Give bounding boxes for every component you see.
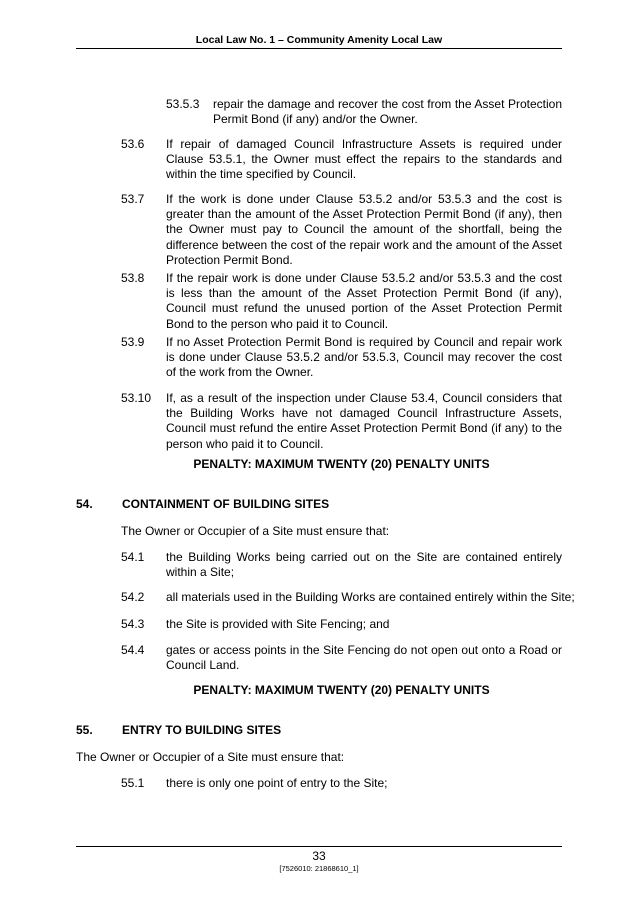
clause-55-1: [121, 776, 562, 791]
clause-number: 54.1: [121, 550, 145, 564]
document-reference: [7526010: 21868610_1]: [279, 864, 359, 873]
clause-text: all materials used in the Building Works are contained entirely within the Site;: [166, 590, 575, 604]
clause-54-2: [121, 590, 575, 605]
clause-number: 55.1: [121, 776, 145, 790]
clause-number: 54.4: [121, 643, 145, 657]
heading-number: 54.: [76, 497, 93, 511]
clause-text: If, as a result of the inspection under Clause 53.4, Council considers that the Building Works have not damaged Council Infrastructure Assets, Council must refund the entire Asset Protection Permit Bond (if any) to the person who paid it to Council.: [166, 391, 562, 451]
clause-53-9: [121, 335, 562, 381]
clause-text: If the repair work is done under Clause 53.5.2 and/or 53.5.3 and the cost is less than the amount of the Asset Protection Permit Bond (if any), Council must refund the unused portion of the Asset Protection Permit Bond to the person who paid it to Council.: [166, 271, 562, 331]
heading-number: 55.: [76, 723, 93, 737]
clause-text: the Building Works being carried out on the Site are contained entirely within a Site;: [166, 550, 562, 580]
running-header: Local Law No. 1 – Community Amenity Local Law: [195, 34, 443, 46]
clause-54-1: [121, 550, 562, 580]
clause-number: 53.7: [121, 192, 145, 206]
clause-53-10: [121, 391, 562, 452]
clause-53-6: [121, 137, 562, 183]
header-divider: [76, 48, 562, 49]
clause-text: there is only one point of entry to the Site;: [166, 776, 388, 790]
clause-53-5-3: [166, 97, 562, 127]
clause-number: 53.9: [121, 335, 145, 349]
clause-text: repair the damage and recover the cost from the Asset Protection Permit Bond (if any) and/or the Owner.: [213, 97, 562, 127]
clause-text: If no Asset Protection Permit Bond is required by Council and repair work is done under Clause 53.5.2 and/or 53.5.3, Council may recover the cost of the work from the Owner.: [166, 335, 562, 380]
clause-text: gates or access points in the Site Fencing do not open out onto a Road or Council Land.: [166, 643, 562, 673]
clause-54-4: [121, 643, 562, 673]
page-number: 33: [312, 849, 326, 863]
heading-title: ENTRY TO BUILDING SITES: [122, 723, 282, 737]
footer-divider: [76, 846, 562, 847]
clause-number: 53.5.3: [166, 97, 200, 111]
clause-53-8: [121, 271, 562, 332]
penalty-54: PENALTY: MAXIMUM TWENTY (20) PENALTY UNITS: [193, 683, 490, 697]
clause-number: 54.3: [121, 617, 145, 631]
clause-text: If the work is done under Clause 53.5.2 and/or 53.5.3 and the cost is greater than the amount of the Asset Protection Permit Bond (if any), then the Owner must pay to Council the amount of the shortfall, being the difference between the cost of the repair work and the amount of the Asset Protection Permit Bond.: [166, 192, 562, 267]
clause-53-7: [121, 192, 562, 268]
clause-text: If repair of damaged Council Infrastructure Assets is required under Clause 53.5.1, the Owner must effect the repairs to the standards and within the time specified by Council.: [166, 137, 562, 182]
clause-54-intro: The Owner or Occupier of a Site must ensure that:: [121, 524, 390, 538]
clause-number: 53.10: [121, 391, 152, 405]
clause-54-3: [121, 617, 562, 632]
clause-text: the Site is provided with Site Fencing; and: [166, 617, 390, 631]
heading-title: CONTAINMENT OF BUILDING SITES: [122, 497, 330, 511]
penalty-53: PENALTY: MAXIMUM TWENTY (20) PENALTY UNITS: [193, 457, 490, 471]
clause-number: 53.8: [121, 271, 145, 285]
clause-55-intro: The Owner or Occupier of a Site must ensure that:: [76, 750, 345, 764]
clause-number: 54.2: [121, 590, 145, 604]
clause-number: 53.6: [121, 137, 145, 151]
